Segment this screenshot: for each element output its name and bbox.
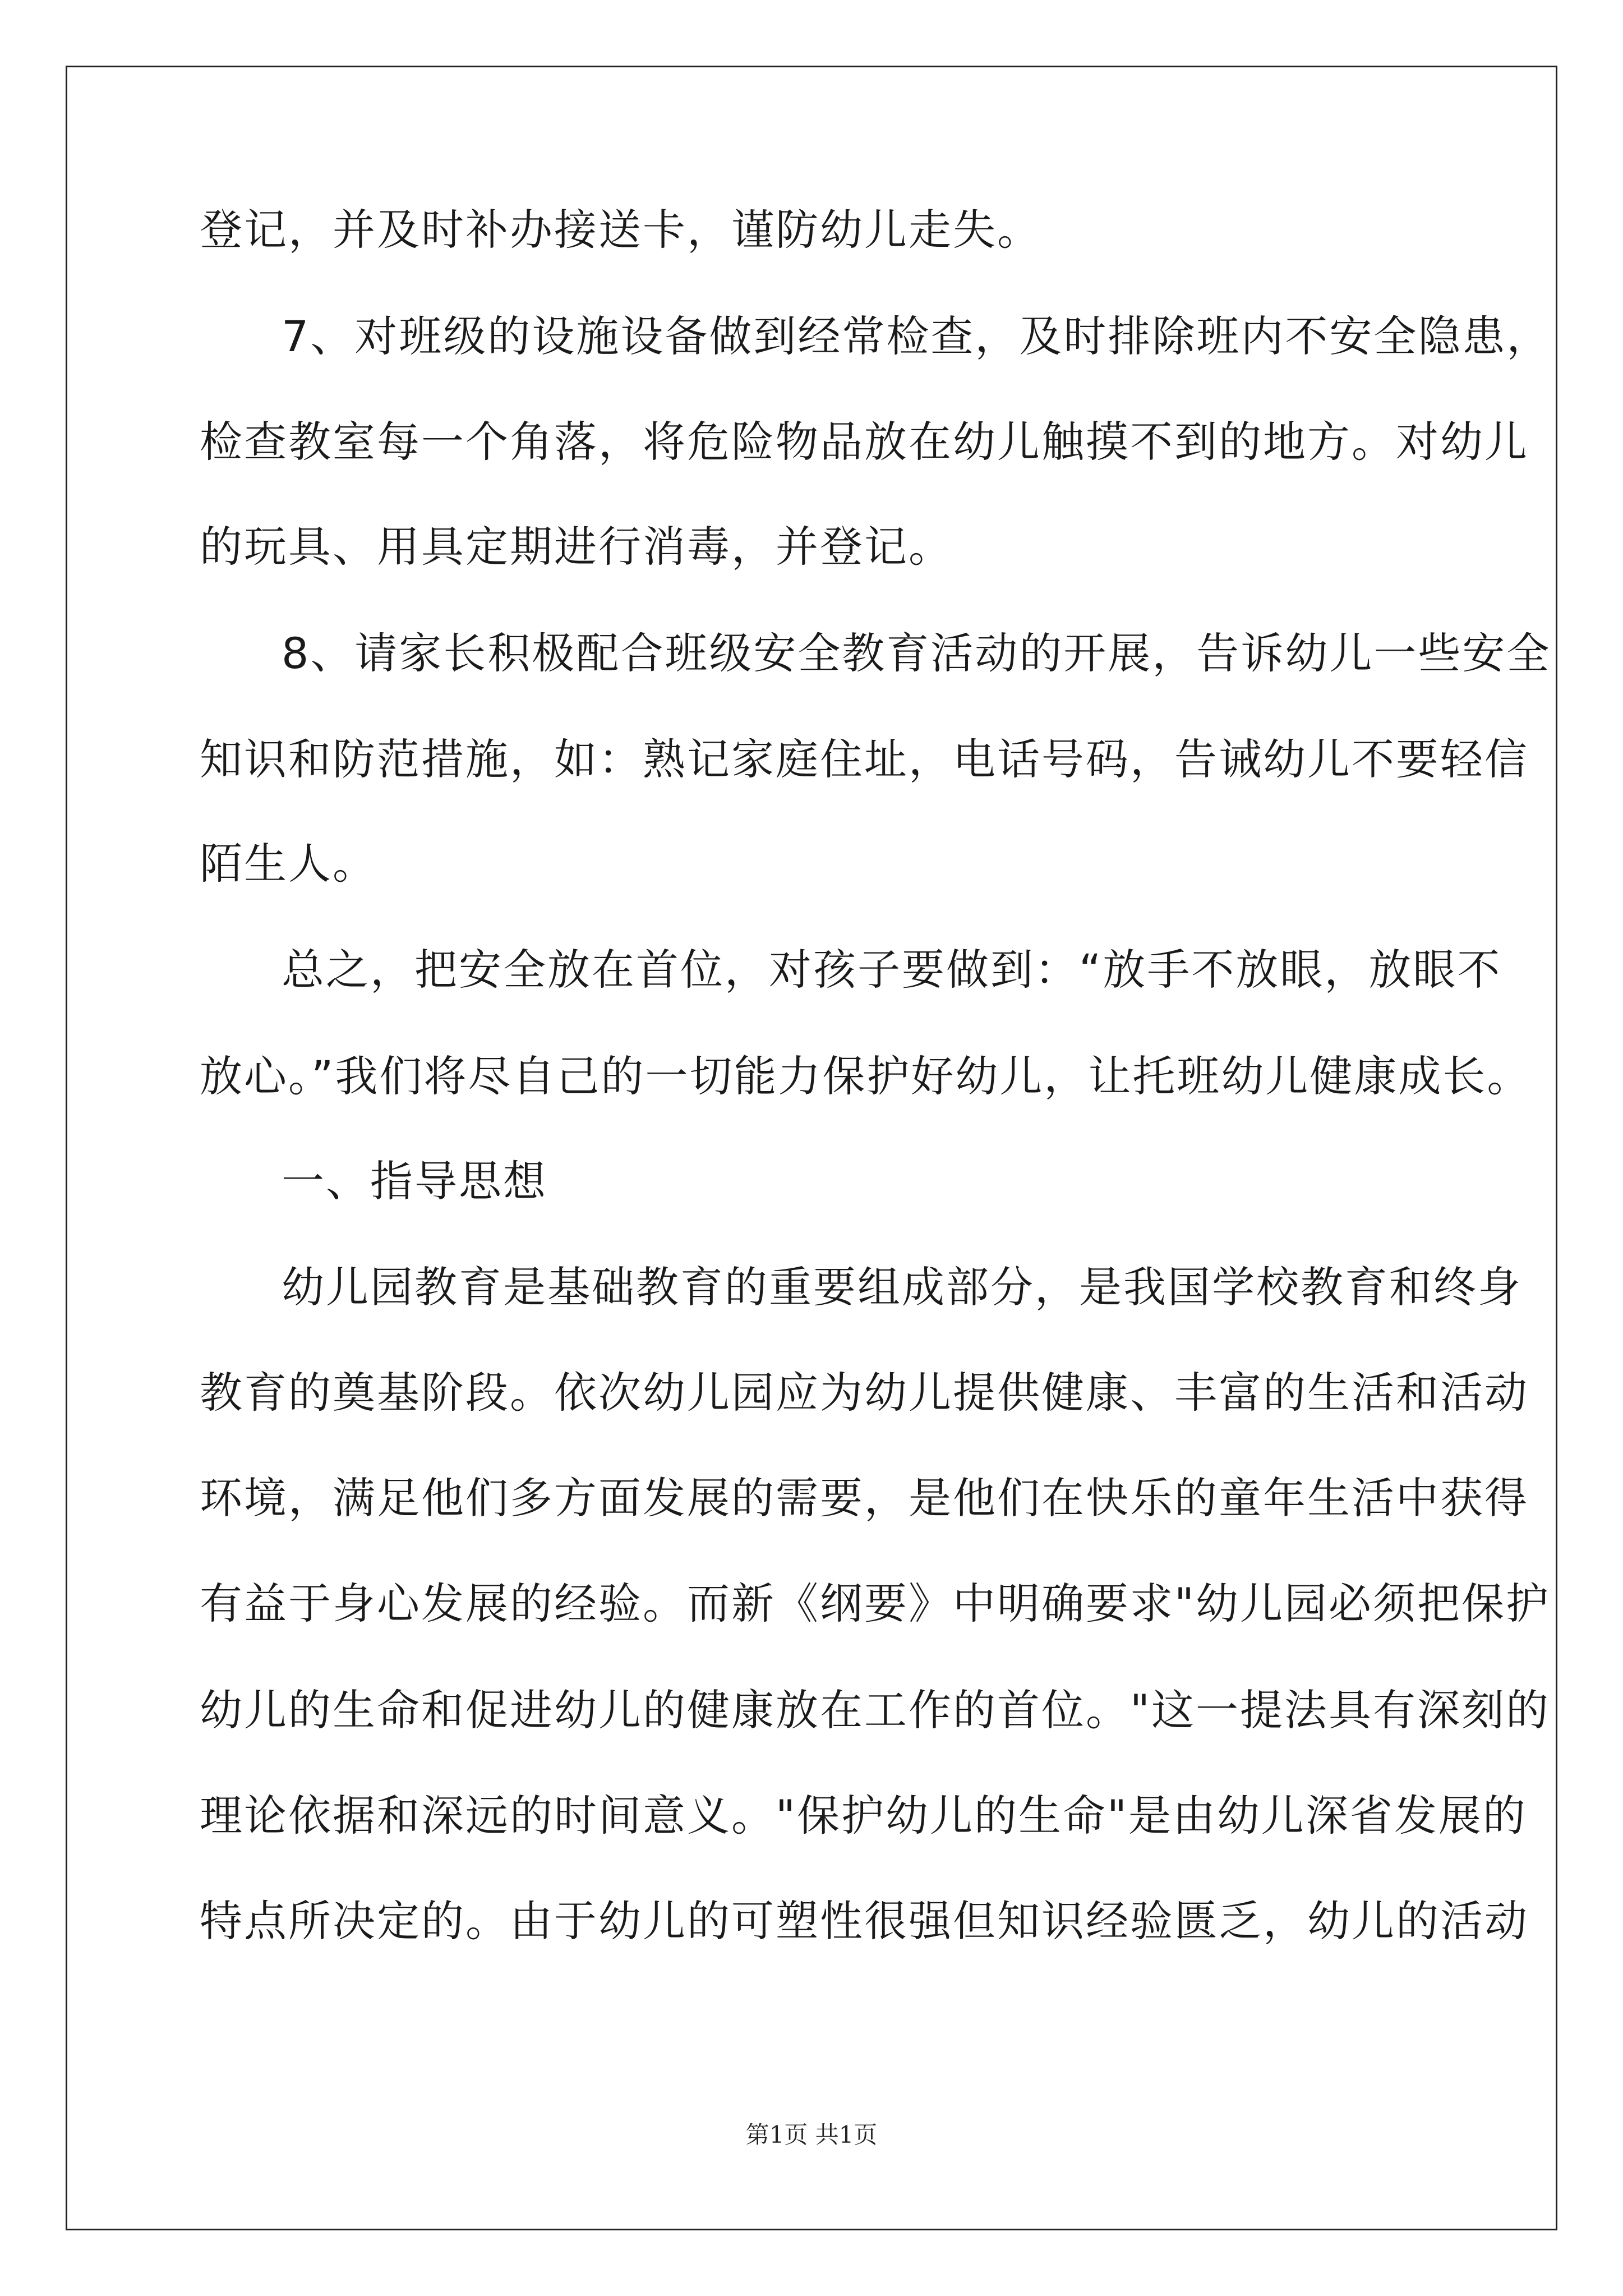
text-line: 幼儿园教育是基础教育的重要组成部分，是我国学校教育和终身: [282, 1262, 1522, 1312]
text-line: 总之，把安全放在首位，对孩子要做到：“放手不放眼，放眼不: [282, 945, 1502, 995]
text-line: 7、对班级的设施设备做到经常检查，及时排除班内不安全隐患，: [282, 311, 1551, 361]
text-line: 幼儿的生命和促进幼儿的健康放在工作的首位。"这一提法具有深刻的: [200, 1685, 1550, 1735]
text-line: 知识和防范措施，如：熟记家庭住址，电话号码，告诫幼儿不要轻信: [200, 734, 1529, 784]
text-line: 检查教室每一个角落，将危险物品放在幼儿触摸不到的地方。对幼儿: [200, 417, 1529, 467]
text-line: 登记，并及时补办接送卡，谨防幼儿走失。: [200, 205, 1041, 255]
text-line: 特点所决定的。由于幼儿的可塑性很强但知识经验匮乏，幼儿的活动: [200, 1896, 1529, 1946]
text-line: 8、请家长积极配合班级安全教育活动的开展，告诉幼儿一些安全: [282, 628, 1551, 678]
text-line: 陌生人。: [200, 839, 377, 889]
text-line: 有益于身心发展的经验。而新《纲要》中明确要求"幼儿园必须把保护: [200, 1579, 1550, 1628]
text-line: 理论依据和深远的时间意义。"保护幼儿的生命"是由幼儿深省发展的: [200, 1791, 1527, 1841]
page-footer: 第1页 共1页: [745, 2121, 878, 2148]
text-line: 环境，满足他们多方面发展的需要，是他们在快乐的童年生活中获得: [200, 1473, 1529, 1523]
text-line: 的玩具、用具定期进行消毒，并登记。: [200, 522, 953, 572]
section-heading: 一、指导思想: [282, 1156, 547, 1206]
text-line: 放心。”我们将尽自己的一切能力保护好幼儿，让托班幼儿健康成长。: [200, 1051, 1532, 1101]
text-line: 教育的奠基阶段。依次幼儿园应为幼儿提供健康、丰富的生活和活动: [200, 1368, 1529, 1418]
